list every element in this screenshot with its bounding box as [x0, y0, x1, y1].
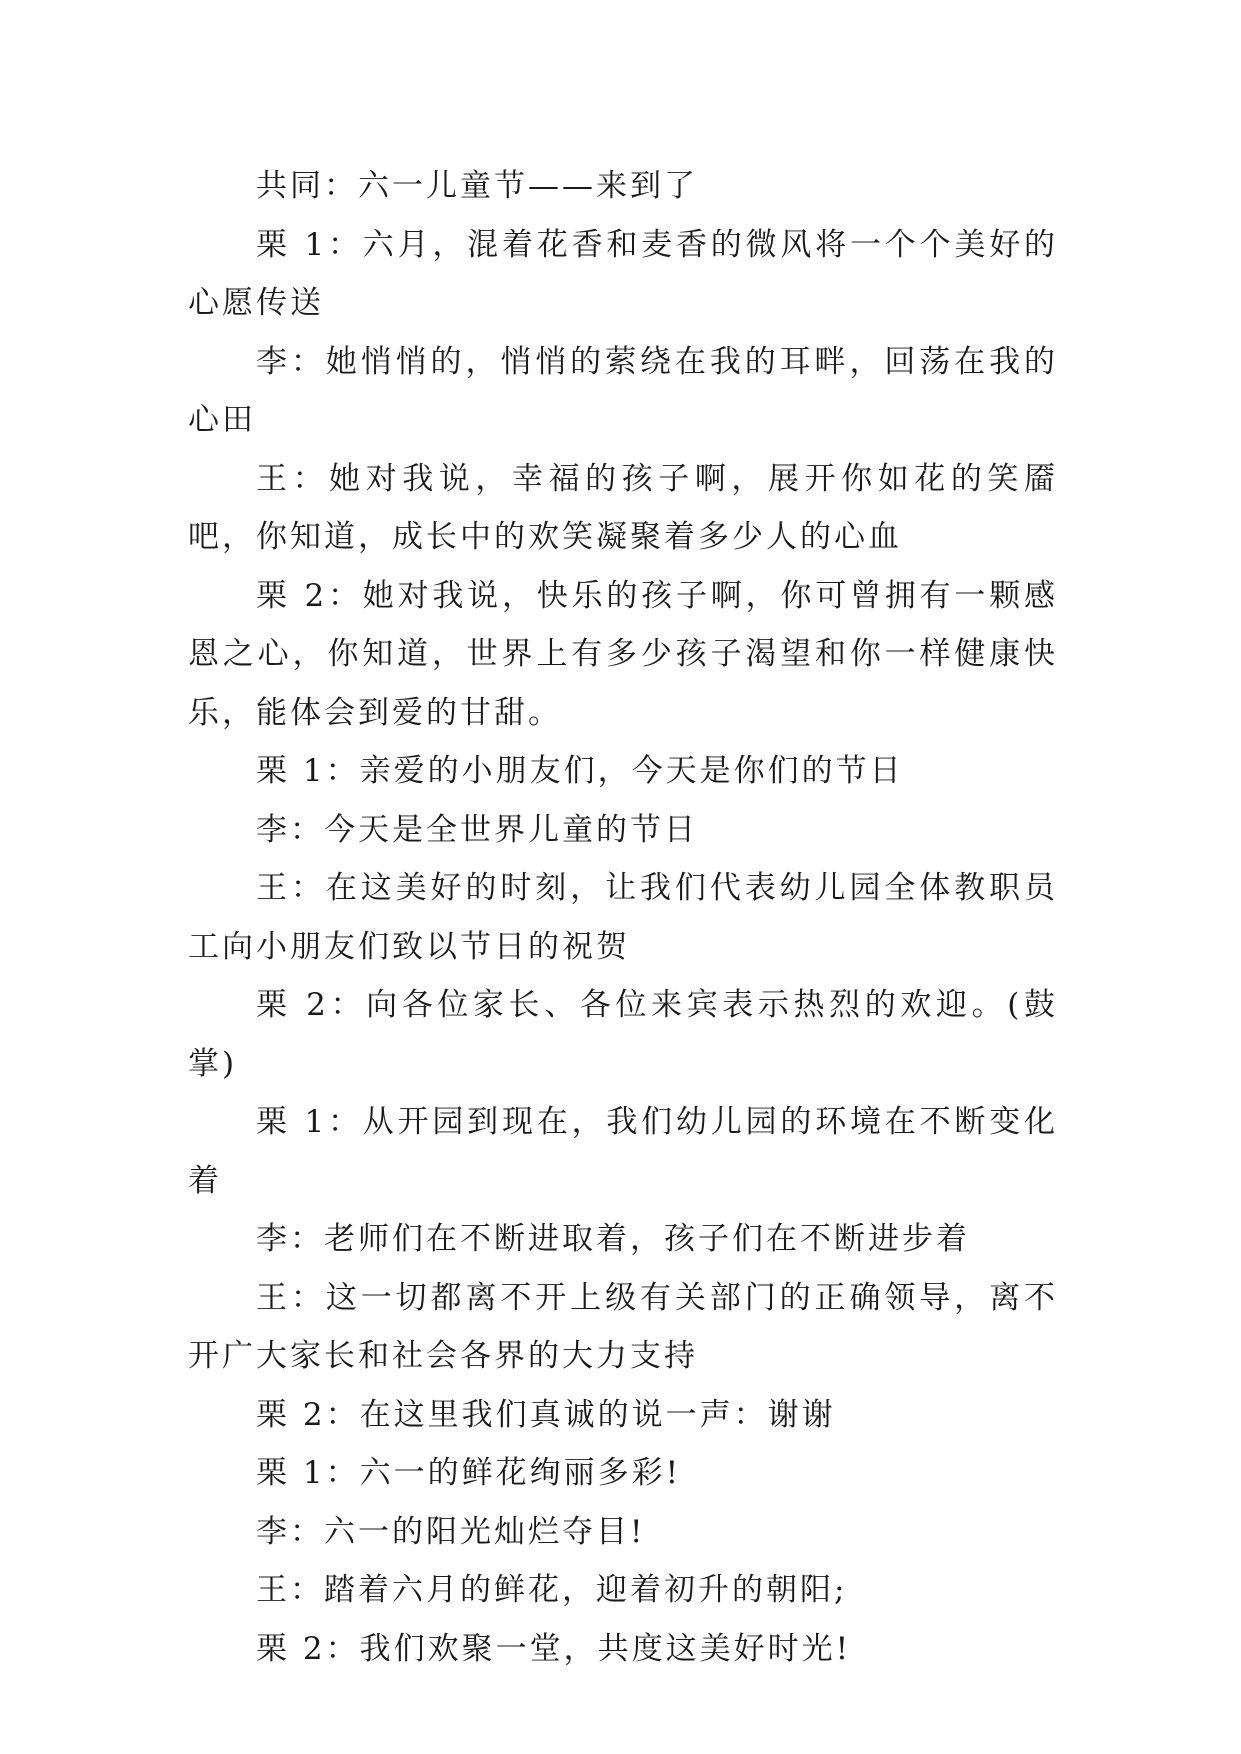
paragraph: 王：在这美好的时刻，让我们代表幼儿园全体教职员工向小朋友们致以节日的祝贺 [188, 870, 1058, 965]
paragraph: 王：踏着六月的鲜花，迎着初升的朝阳; [256, 1572, 848, 1608]
paragraph: 李：六一的阳光灿烂夺目! [256, 1513, 646, 1550]
paragraph: 栗 2：在这里我们真诚的说一声：谢谢 [256, 1396, 836, 1433]
paragraph: 栗 1：亲爱的小朋友们，今天是你们的节日 [256, 753, 904, 789]
document-body [188, 157, 1058, 1678]
paragraph: 王：这一切都离不开上级有关部门的正确领导，离不开广大家长和社会各界的大力支持 [188, 1279, 1058, 1374]
paragraph: 栗 2：她对我说，快乐的孩子啊，你可曾拥有一颗感恩之心，你知道，世界上有多少孩子渴望和你一样健康快乐，能体会到爱的甘甜。 [188, 577, 1058, 731]
paragraph: 李：老师们在不断进取着，孩子们在不断进步着 [256, 1221, 970, 1257]
paragraph: 王：她对我说，幸福的孩子啊，展开你如花的笑靥吧，你知道，成长中的欢笑凝聚着多少人的心血 [188, 460, 1058, 555]
paragraph: 栗 2：向各位家长、各位来宾表示热烈的欢迎。(鼓掌) [188, 987, 1058, 1082]
paragraph: 共同：六一儿童节——来到了 [256, 168, 698, 204]
paragraph: 李：今天是全世界儿童的节日 [256, 811, 698, 848]
paragraph: 栗 1：从开园到现在，我们幼儿园的环境在不断变化着 [188, 1104, 1058, 1199]
paragraph: 栗 1：六月，混着花香和麦香的微风将一个个美好的心愿传送 [188, 226, 1058, 321]
paragraph: 李：她悄悄的，悄悄的萦绕在我的耳畔，回荡在我的心田 [188, 343, 1058, 438]
paragraph: 栗 1：六一的鲜花绚丽多彩! [256, 1455, 682, 1491]
paragraph: 栗 2：我们欢聚一堂，共度这美好时光! [256, 1630, 852, 1667]
